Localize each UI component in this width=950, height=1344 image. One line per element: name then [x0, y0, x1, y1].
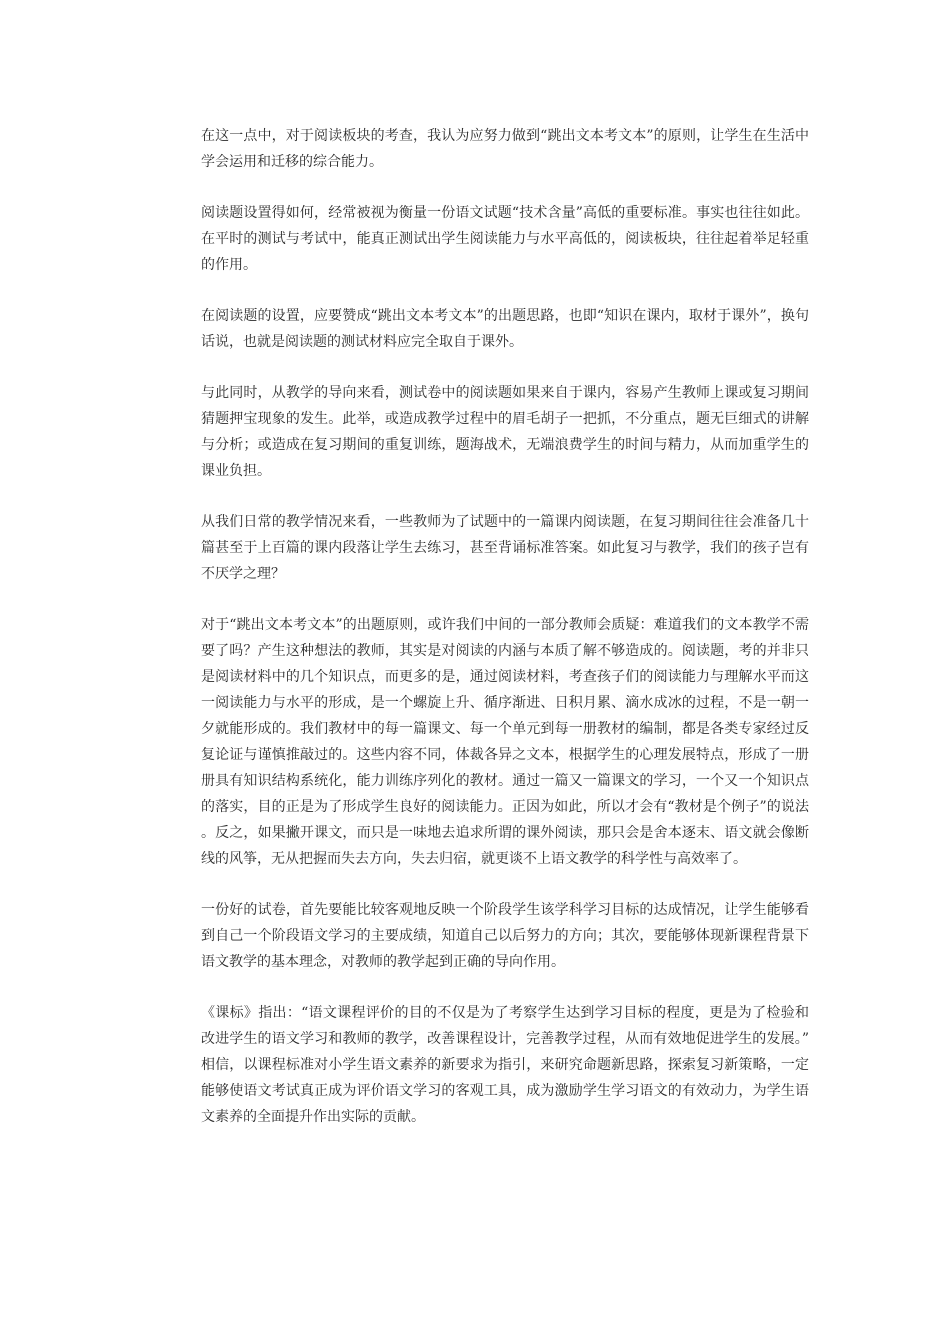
document-body [201, 123, 809, 1130]
paragraph-3: 在阅读题的设置，应要赞成“跳出文本考文本”的出题思路，也即“知识在课内，取材于课外”，换句话说，也就是阅读题的测试材料应完全取自于课外。 [201, 308, 809, 350]
paragraph-1: 在这一点中，对于阅读板块的考查，我认为应努力做到“跳出文本考文本”的原则，让学生在生活中学会运用和迁移的综合能力。 [201, 128, 809, 170]
paragraph-2: 阅读题设置得如何，经常被视为衡量一份语文试题“技术含量”高低的重要标准。事实也往往如此。在平时的测试与考试中，能真正测试出学生阅读能力与水平高低的，阅读板块，往往起着举足轻重的作用。 [201, 205, 809, 273]
paragraph-6: 对于“跳出文本考文本”的出题原则，或许我们中间的一部分教师会质疑：难道我们的文本教学不需要了吗？产生这种想法的教师，其实是对阅读的内涵与本质了解不够造成的。阅读题，考的并非只是阅读材料中的几个知识点，而更多的是，通过阅读材料，考查孩子们的阅读能力与理解水平而这一阅读能力与水平的形成，是一个螺旋上升、循序渐进、日积月累、滴水成冰的过程，不是一朝一夕就能形成的。我们教材中的每一篇课文、每一个单元到每一册教材的编制，都是各类专家经过反复论证与谨慎推敲过的。这些内容不同，体裁各异之文本，根据学生的心理发展特点，形成了一册册具有知识结构系统化，能力训练序列化的教材。通过一篇又一篇课文的学习，一个又一个知识点的落实，目的正是为了形成学生良好的阅读能力。正因为如此，所以才会有“教材是个例子”的说法。反之，如果撇开课文，而只是一味地去追求所谓的课外阅读，那只会是舍本逐末、语文就会像断线的风筝，无从把握而失去方向，失去归宿，就更谈不上语文教学的科学性与高效率了。 [201, 617, 809, 867]
paragraph-5: 从我们日常的教学情况来看，一些教师为了试题中的一篇课内阅读题，在复习期间往往会准备几十篇甚至于上百篇的课内段落让学生去练习，甚至背诵标准答案。如此复习与教学，我们的孩子岂有不厌学之理？ [201, 514, 809, 582]
paragraph-4: 与此同时，从教学的导向来看，测试卷中的阅读题如果来自于课内，容易产生教师上课或复习期间猜题押宝现象的发生。此举，或造成教学过程中的眉毛胡子一把抓，不分重点，题无巨细式的讲解与分析；或造成在复习期间的重复训练，题海战术，无端浪费学生的时间与精力，从而加重学生的课业负担。 [201, 385, 809, 479]
paragraph-7: 一份好的试卷，首先要能比较客观地反映一个阶段学生该学科学习目标的达成情况，让学生能够看到自己一个阶段语文学习的主要成绩，知道自己以后努力的方向；其次，要能够体现新课程背景下语文教学的基本理念，对教师的教学起到正确的导向作用。 [201, 902, 809, 970]
paragraph-8: 《课标》指出：“语文课程评价的目的不仅是为了考察学生达到学习目标的程度，更是为了检验和改进学生的语文学习和教师的教学，改善课程设计，完善教学过程，从而有效地促进学生的发展。”相信，以课程标准对小学生语文素养的新要求为指引，来研究命题新思路，探索复习新策略，一定能够使语文考试真正成为评价语文学习的客观工具，成为激励学生学习语文的有效动力，为学生语文素养的全面提升作出实际的贡献。 [201, 1005, 809, 1125]
